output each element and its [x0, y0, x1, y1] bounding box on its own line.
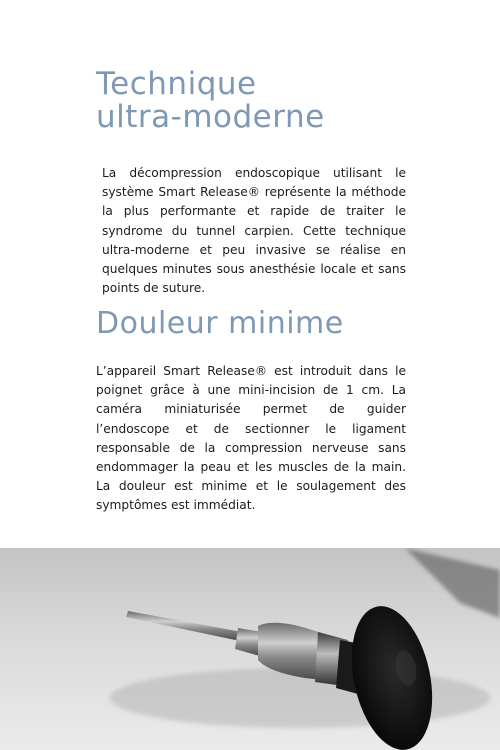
section-title-douleur: Douleur minime — [96, 306, 344, 341]
douleur-paragraph: L’appareil Smart Release® est introduit dans le poignet grâce à une mini-incision de 1 cm. La caméra miniaturisée permet de guider l’endoscope et de sectionner le ligament responsable de la compression nerveuse sans endommager la peau et les muscles de la main. La douleur est minime et le soulagement des symptômes est immédiat. — [96, 364, 406, 513]
endoscope-photo — [0, 548, 500, 750]
title-line: Technique — [96, 66, 257, 102]
technique-paragraph: La décompression endoscopique utilisant le système Smart Release® représente la méthode la plus performante et rapide de traiter le syndrome du tunnel carpien. Cette technique ultra-moderne et peu invasive se réalise en quelques minutes sous anesthésie locale et sans points de suture. — [102, 166, 406, 296]
section-title-technique — [96, 68, 396, 134]
title-line: ultra-moderne — [96, 99, 325, 135]
endoscope-illustration — [0, 548, 500, 750]
